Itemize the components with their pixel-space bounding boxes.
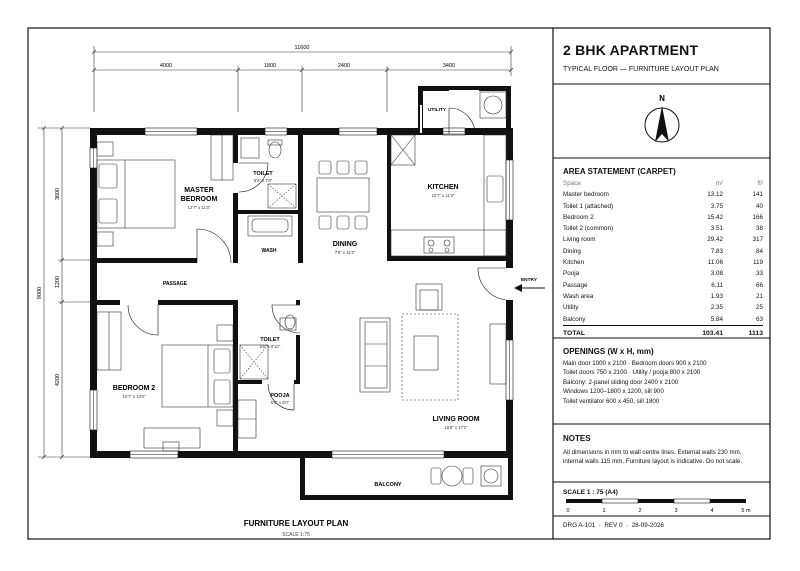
area-cell-space: Living room — [563, 236, 596, 244]
area-cell-m2: 13.12 — [707, 191, 723, 199]
drawing-title: 2 BHK APARTMENT — [563, 42, 699, 58]
plan-scale: SCALE 1:75 — [282, 532, 310, 538]
label-dining: DINING — [332, 241, 358, 248]
area-cell-m2: 5.84 — [710, 315, 723, 323]
area-cell-ft2: 84 — [755, 247, 763, 255]
drawing-info: DRG A-101 · REV 0 · 28-09-2026 — [563, 522, 664, 529]
label-master-line2: BEDROOM — [180, 196, 218, 203]
label-bedroom2: BEDROOM 2 — [112, 385, 156, 392]
utility-washer — [480, 92, 506, 118]
size-pooja: 5'6" x 6'0" — [270, 400, 290, 405]
dim-seg-4: 3400 — [442, 63, 456, 69]
area-cell-ft2: 38 — [755, 225, 763, 233]
col-ft2: ft² — [757, 180, 763, 187]
scale-tick-2: 2 — [638, 508, 642, 514]
dim-left-seg-2: 1200 — [55, 275, 61, 289]
dim-left-seg-1: 3600 — [55, 187, 61, 201]
area-cell-ft2: 25 — [755, 304, 763, 312]
bedroom2-bed — [97, 312, 233, 451]
living-furniture — [360, 284, 506, 400]
total-ft2: 1113 — [723, 325, 763, 342]
pooja-unit — [238, 400, 256, 438]
entry-arrow — [514, 284, 545, 292]
size-toilet2: 5'6" x 6'10" — [259, 344, 281, 349]
area-row — [563, 234, 763, 245]
label-kitchen: KITCHEN — [427, 184, 459, 191]
size-living: 16'8" x 17'2" — [444, 425, 468, 430]
area-cell-m2: 1.93 — [710, 292, 723, 300]
label-living: LIVING ROOM — [432, 416, 480, 423]
area-row — [563, 302, 763, 313]
size-bedroom2: 12'7" x 13'0" — [122, 394, 146, 399]
area-cell-m2: 29.42 — [707, 236, 723, 244]
area-cell-m2: 7.83 — [710, 247, 723, 255]
area-cell-space: Kitchen — [563, 259, 585, 267]
area-cell-ft2: 141 — [752, 191, 763, 199]
area-cell-space: Bedroom 2 — [563, 213, 594, 221]
area-row — [563, 212, 763, 223]
area-heading: AREA STATEMENT (CARPET) — [563, 167, 676, 176]
dimension-left — [38, 126, 90, 459]
openings-line: Windows 1200–1800 x 1200, sill 900 — [563, 388, 664, 396]
area-cell-ft2: 33 — [755, 270, 763, 278]
label-toilet1: TOILET — [253, 171, 273, 177]
area-cell-m2: 3.75 — [710, 202, 723, 210]
label-pooja: POOJA — [270, 393, 290, 399]
notes-text: All dimensions in mm to wall centre lines. External walls 230 mm, internal walls 115 mm. Furniture layout is indicative. Do not scale. — [563, 449, 743, 465]
openings-line: Toilet ventilator 600 x 450, sill 1800 — [563, 397, 660, 405]
scale-tick-3: 3 — [674, 508, 678, 514]
area-row — [563, 280, 763, 291]
area-row — [563, 246, 763, 257]
wash-basin — [248, 216, 292, 236]
openings-heading: OPENINGS (W x H, mm) — [563, 347, 654, 356]
area-cell-m2: 3.51 — [710, 225, 723, 233]
total-m2: 103.41 — [683, 325, 723, 342]
label-wash: WASH — [261, 248, 277, 254]
size-kitchen: 10'7" x 11'3" — [431, 193, 455, 198]
label-utility: UTILITY — [427, 108, 447, 113]
label-master-line1: MASTER — [184, 187, 214, 194]
dining-set — [317, 161, 369, 229]
notes-heading: NOTES — [563, 434, 591, 443]
area-cell-space: Passage — [563, 281, 588, 289]
dim-total-depth: 9000 — [37, 286, 43, 300]
area-cell-m2: 15.42 — [707, 213, 723, 221]
area-cell-space: Utility — [563, 304, 579, 312]
drawing-rev: REV 0 — [604, 522, 623, 529]
area-cell-m2: 3.08 — [710, 270, 723, 278]
openings-line: Toilet doors 750 x 2100 · Utility / pooja 800 x 2100 — [563, 369, 701, 377]
area-row — [563, 201, 763, 212]
area-cell-ft2: 40 — [755, 202, 763, 210]
area-row — [563, 314, 763, 326]
label-toilet2: TOILET — [260, 337, 280, 343]
size-toilet1: 5'6" x 7'6" — [253, 178, 273, 183]
col-space: Space — [563, 180, 581, 187]
plan-title: FURNITURE LAYOUT PLAN — [243, 519, 349, 528]
area-header-row — [563, 178, 763, 189]
area-cell-space: Toilet 2 (common) — [563, 225, 614, 233]
dim-seg-2: 1800 — [263, 63, 277, 69]
drawing-subtitle: TYPICAL FLOOR — FURNITURE LAYOUT PLAN — [563, 66, 719, 73]
north-label: N — [659, 94, 665, 103]
scale-tick-0: 0 — [566, 508, 570, 514]
area-cell-ft2: 119 — [752, 259, 763, 267]
area-row — [563, 257, 763, 268]
col-m2: m² — [715, 180, 723, 187]
drawing-number: DRG A-101 — [563, 522, 596, 529]
area-cell-ft2: 317 — [752, 236, 763, 244]
balcony-furniture — [431, 466, 501, 486]
area-cell-m2: 11.06 — [707, 259, 723, 267]
area-row — [563, 189, 763, 200]
area-cell-ft2: 21 — [755, 292, 763, 300]
scale-tick-5: 5 m — [741, 508, 751, 514]
area-cell-space: Wash area — [563, 292, 594, 300]
area-cell-m2: 2.35 — [710, 304, 723, 312]
area-cell-m2: 6.11 — [711, 281, 723, 289]
area-cell-space: Pooja — [563, 270, 580, 278]
area-row — [563, 291, 763, 302]
area-cell-ft2: 63 — [755, 315, 763, 323]
scale-heading: SCALE 1 : 75 (A4) — [563, 489, 618, 496]
area-cell-space: Toilet 1 (attached) — [563, 202, 614, 210]
area-table — [563, 178, 763, 342]
openings-list — [563, 359, 706, 406]
label-passage: PASSAGE — [162, 281, 188, 287]
dimension-top — [92, 46, 513, 112]
size-master: 12'7" x 11'3" — [187, 205, 211, 210]
area-cell-ft2: 66 — [755, 281, 763, 289]
scale-tick-4: 4 — [710, 508, 714, 514]
scale-tick-1: 1 — [602, 508, 606, 514]
label-entry: ENTRY — [520, 278, 538, 283]
dim-total-width: 11600 — [294, 45, 310, 51]
title-block — [553, 28, 770, 539]
area-cell-space: Balcony — [563, 315, 586, 323]
dim-seg-1: 4000 — [159, 63, 173, 69]
room-labels — [113, 107, 538, 488]
label-balcony: BALCONY — [374, 482, 402, 488]
openings-line: Main door 1000 x 2100 · Bedroom doors 900 x 2100 — [563, 360, 707, 367]
area-cell-space: Dining — [563, 247, 581, 255]
area-cell-ft2: 166 — [752, 213, 763, 221]
total-label: TOTAL — [563, 325, 683, 342]
area-cell-space: Master bedroom — [563, 191, 609, 199]
openings-line: Balcony: 2-panel sliding door 2400 x 2100 — [563, 378, 679, 386]
area-row — [563, 223, 763, 234]
dim-left-seg-3: 4200 — [55, 373, 61, 387]
area-row — [563, 268, 763, 279]
dim-seg-3: 2400 — [337, 63, 351, 69]
drawing-date: 28-09-2026 — [631, 522, 664, 529]
area-total-row — [563, 325, 763, 342]
size-dining: 7'6" x 11'3" — [334, 250, 356, 255]
